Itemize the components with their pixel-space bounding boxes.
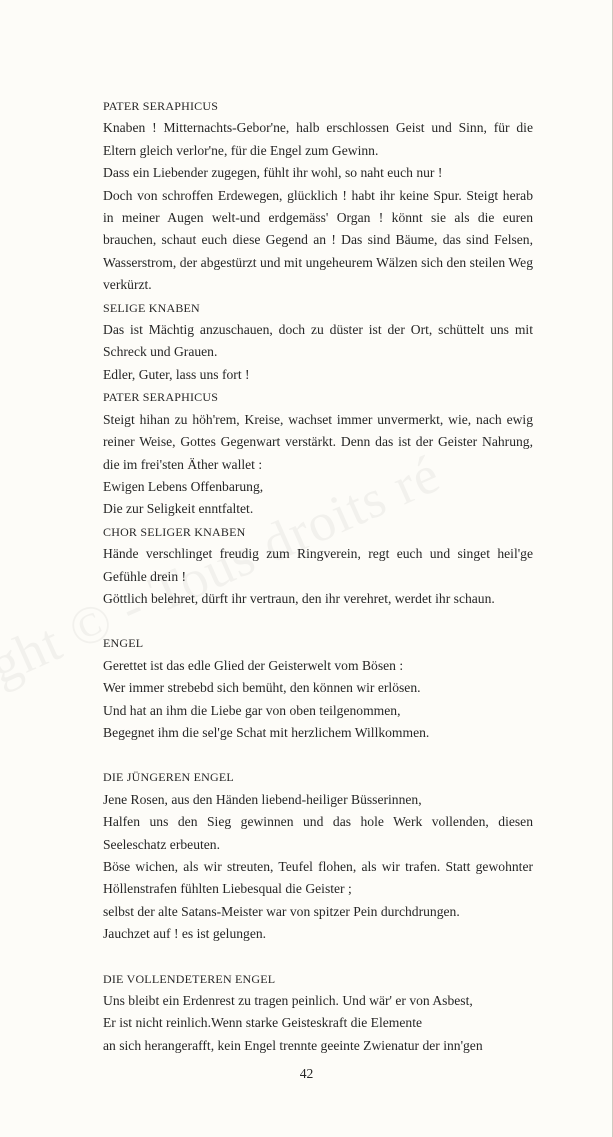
speaker-name: ENGEL	[103, 636, 144, 651]
verse-line: Halfen uns den Sieg gewinnen und das hole Werk vollenden, diesen Seeleschatz erbeuten.	[103, 814, 533, 852]
section-gap	[103, 610, 533, 632]
verse-line: Jauchzet auf ! es ist gelungen.	[103, 926, 267, 942]
verse-line: Er ist nicht reinlich.Wenn starke Geisteskraft die Elemente	[103, 1015, 423, 1031]
speaker-name: CHOR SELIGER KNABEN	[103, 524, 246, 539]
libretto-text	[103, 95, 533, 1057]
verse-line: Gerettet ist das edle Glied der Geisterwelt vom Bösen :	[103, 657, 404, 673]
section-gap	[103, 946, 533, 968]
verse-line: Doch von schroffen Erdewegen, glücklich ! habt ihr keine Spur. Steigt herab in meiner Augen welt-und erdgemäss' Organ ! könnt sie als die euren brauchen, schaut euch diese Gegend an ! Das sind Bäume, das sind Felsen, Wasserstrom, der abgestürzt und mit ungeheurem Wälzen sich den steilen Weg verkürzt.	[103, 187, 533, 293]
verse-line: Wer immer strebebd sich bemüht, den können wir erlösen.	[103, 680, 421, 696]
verse-line: Uns bleibt ein Erdenrest zu tragen peinlich. Und wär' er von Asbest,	[103, 993, 473, 1009]
verse-line: Dass ein Liebender zugegen, fühlt ihr wohl, so naht euch nur !	[103, 165, 443, 181]
verse-line: Steigt hihan zu höh'rem, Kreise, wachset immer unvermerkt, wie, nach ewig reiner Weise, Gottes Gegenwart verstärkt. Denn das ist der Geister Nahrung, die im frei'sten Äther wallet :	[103, 411, 533, 472]
speaker-name: SELIGE KNABEN	[103, 300, 200, 315]
speaker-name: PATER SERAPHICUS	[103, 390, 219, 405]
speaker-name: DIE JÜNGEREN ENGEL	[103, 770, 234, 785]
verse-line: Hände verschlinget freudig zum Ringverein, regt euch und singet heil'ge Gefühle drein !	[103, 546, 533, 584]
verse-line: Knaben ! Mitternachts-Gebor'ne, halb erschlossen Geist und Sinn, für die Eltern gleich verlor'ne, für die Engel zum Gewinn.	[103, 120, 533, 158]
verse-line: Ewigen Lebens Offenbarung,	[103, 478, 264, 494]
verse-line: Böse wichen, als wir streuten, Teufel flohen, als wir trafen. Statt gewohnter Höllenstrafen fühlten Liebesqual die Geister ;	[103, 859, 533, 897]
verse-line: Göttlich belehret, dürft ihr vertraun, den ihr verehret, werdet ihr schaun.	[103, 590, 495, 606]
verse-line: Und hat an ihm die Liebe gar von oben teilgenommen,	[103, 702, 401, 718]
verse-line: Das ist Mächtig anzuschauen, doch zu düster ist der Ort, schüttelt uns mit Schreck und Grauen.	[103, 322, 533, 360]
speaker-name: PATER SERAPHICUS	[103, 99, 219, 113]
speaker-name: DIE VOLLENDETEREN ENGEL	[103, 971, 276, 986]
section-gap	[103, 744, 533, 766]
verse-line: Jene Rosen, aus den Händen liebend-heiliger Büsserinnen,	[103, 791, 422, 807]
verse-line: an sich herangerafft, kein Engel trennte geeinte Zwienatur der inn'gen	[103, 1037, 483, 1053]
verse-line: Begegnet ihm die sel'ge Schat mit herzlichem Willkommen.	[103, 724, 430, 740]
verse-line: Edler, Guter, lass uns fort !	[103, 366, 250, 382]
verse-line: Die zur Seligkeit enntfaltet.	[103, 501, 254, 517]
page-number: 42	[299, 1066, 314, 1081]
verse-line: selbst der alte Satans-Meister war von spitzer Pein durchdrungen.	[103, 903, 460, 919]
